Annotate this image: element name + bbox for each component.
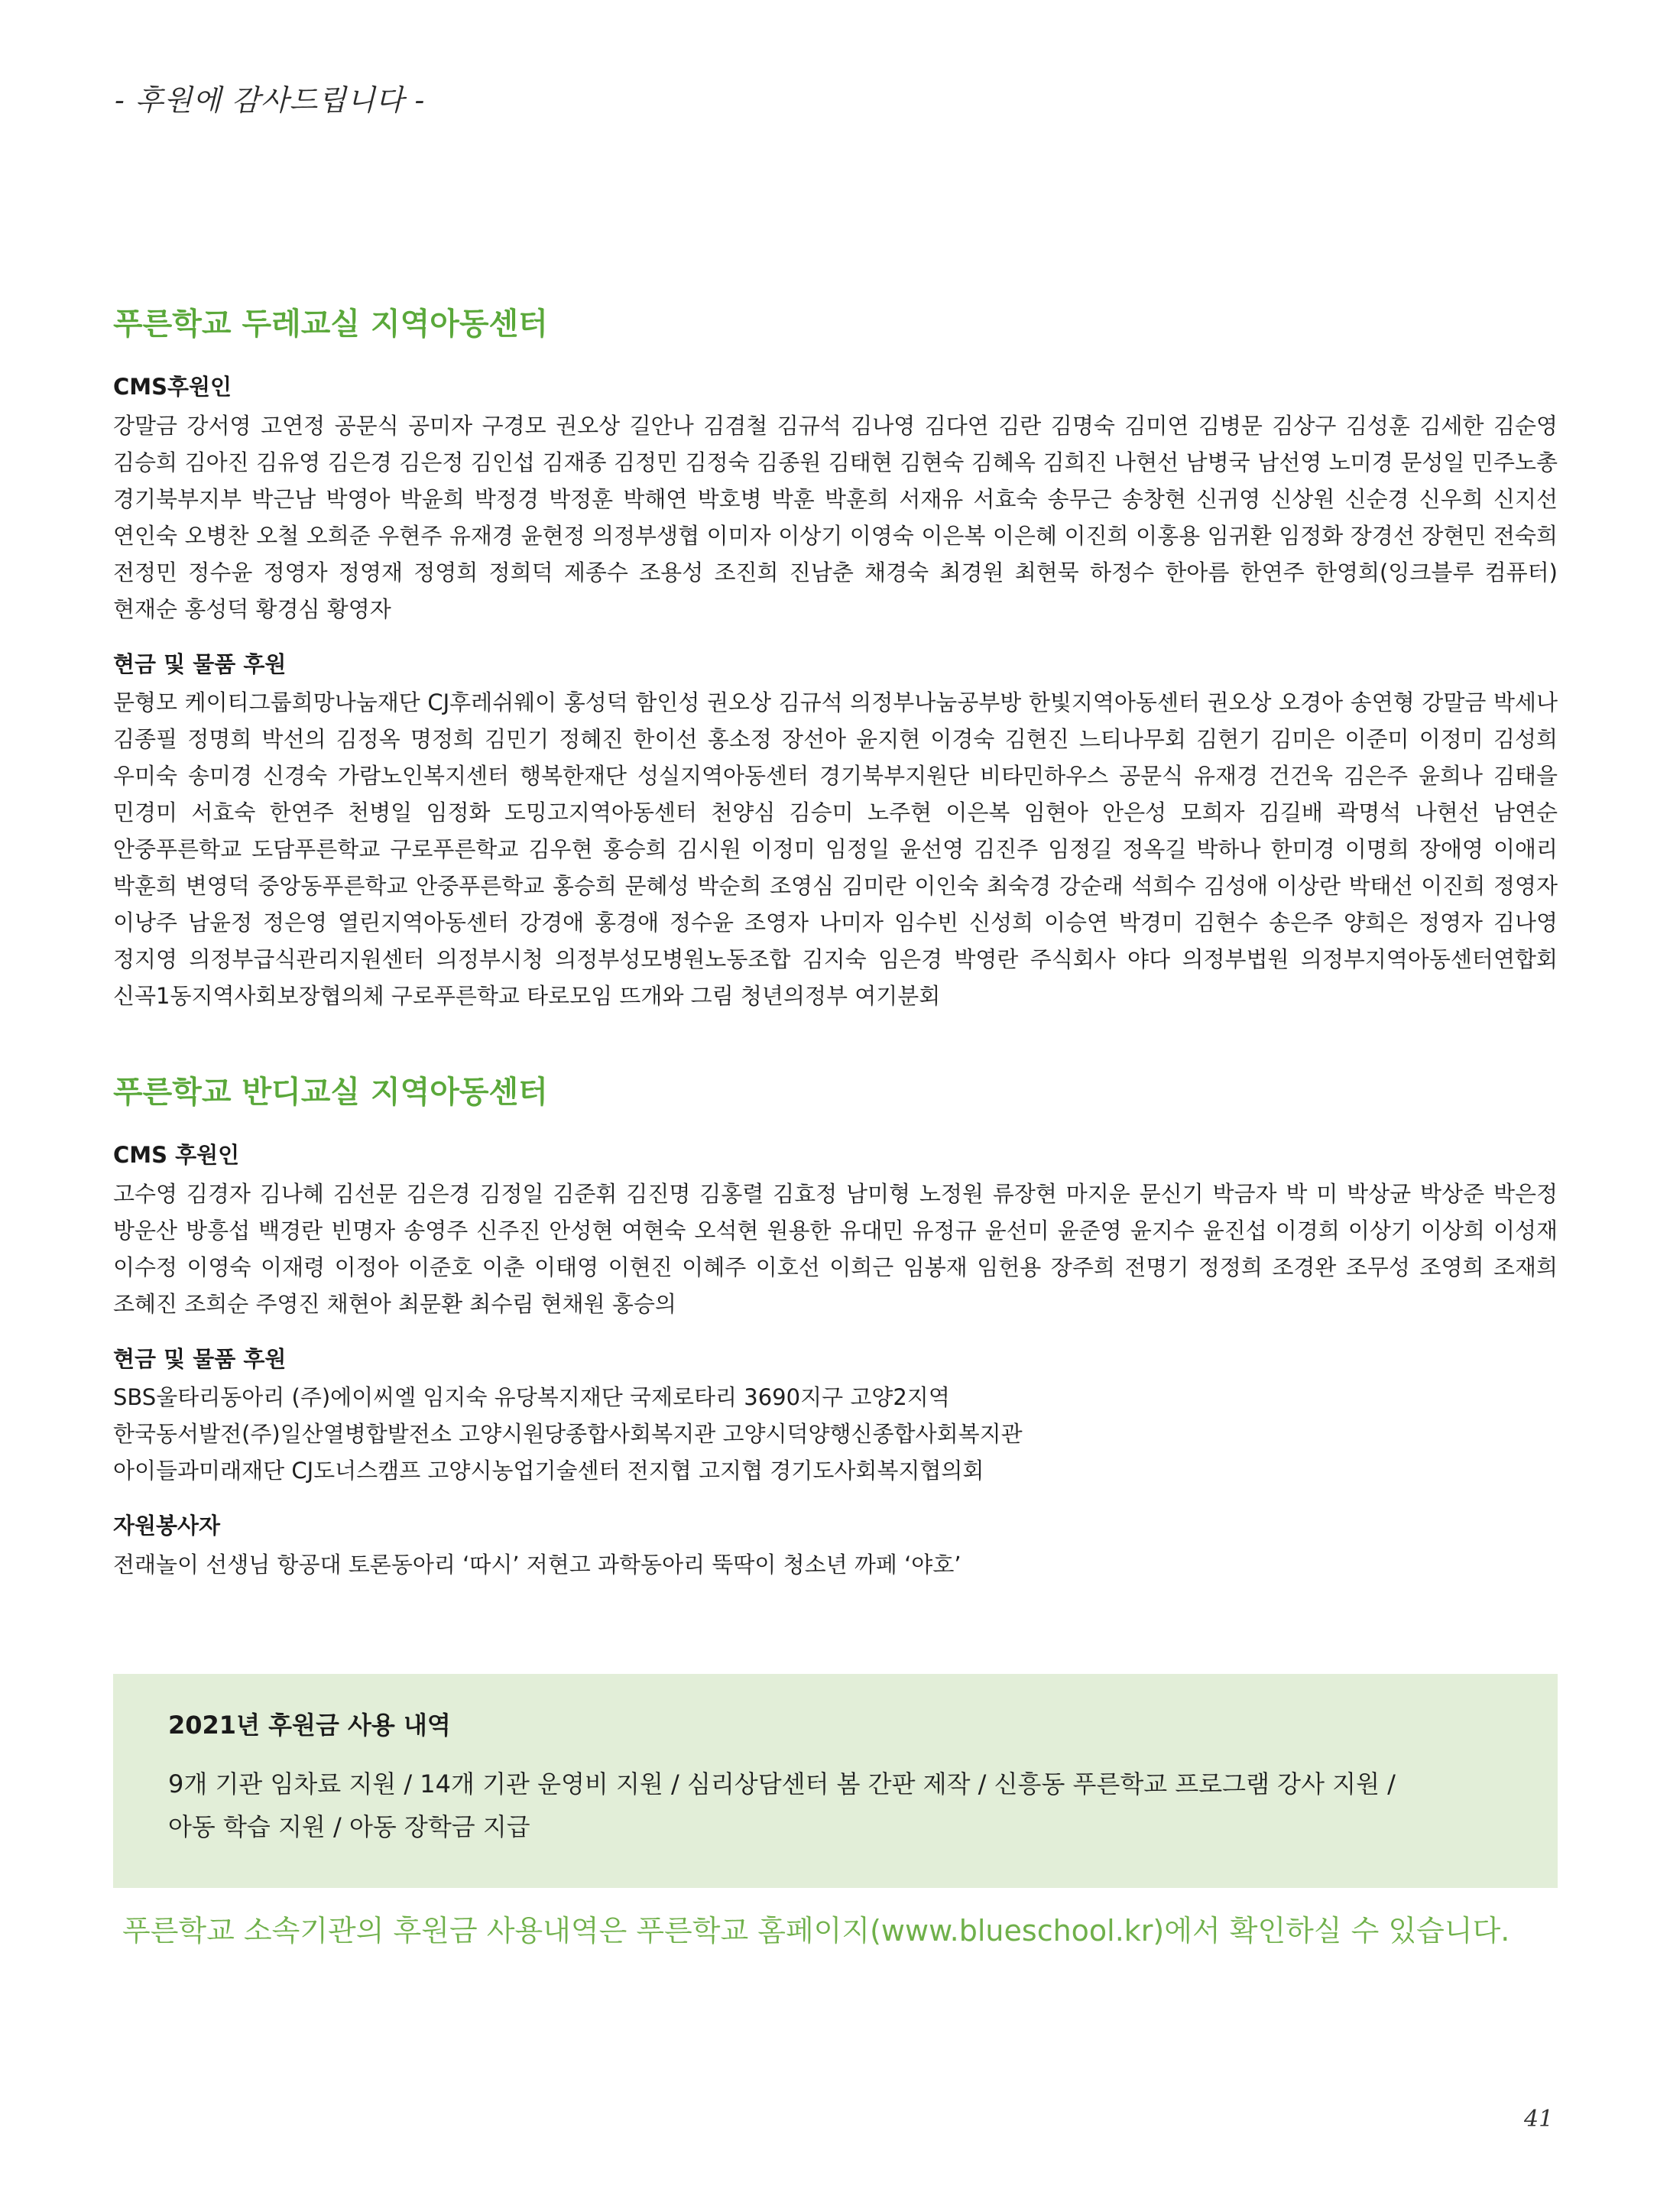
usage-line: 아동 학습 지원 / 아동 장학금 지급 xyxy=(168,1812,530,1841)
page-number: 41 xyxy=(1524,2106,1554,2133)
group-heading: 현금 및 물품 후원 xyxy=(113,1345,287,1372)
group-heading: CMS후원인 xyxy=(113,374,232,400)
usage-title: 2021년 후원금 사용 내역 xyxy=(168,1711,451,1740)
donation-usage-box xyxy=(113,1674,1558,1888)
group-heading: 현금 및 물품 후원 xyxy=(113,650,287,677)
header-thanks-note: - 후원에 감사드립니다 - xyxy=(115,83,426,117)
section-title: 푸른학교 반디교실 지역아동센터 xyxy=(113,1075,548,1110)
usage-details xyxy=(168,1763,1503,1848)
donor-group-cash-goods xyxy=(113,1344,1558,1490)
donor-line: SBS울타리동아리 (주)에이씨엘 임지숙 유당복지재단 국제로타리 3690지구 고양2지역 xyxy=(113,1384,950,1411)
donor-line: 한국동서발전(주)일산열병합발전소 고양시원당종합사회복지관 고양시덕양행신종합사회복지관 xyxy=(113,1421,1023,1448)
volunteer-line: 전래놀이 선생님 항공대 토론동아리 ‘따시’ 저현고 과학동아리 뚝딱이 청소년 까페 ‘야호’ xyxy=(113,1551,961,1578)
volunteer-group xyxy=(113,1510,1558,1583)
donor-line: 아이들과미래재단 CJ도너스캠프 고양시농업기술센터 전지협 고지협 경기도사회복지협의회 xyxy=(113,1458,984,1484)
section-title: 푸른학교 두레교실 지역아동센터 xyxy=(113,307,548,342)
group-heading: CMS 후원인 xyxy=(113,1142,240,1168)
section-durae xyxy=(113,306,1558,1036)
donor-list: 고수영 김경자 김나혜 김선문 김은경 김정일 김준휘 김진명 김홍렬 김효정 남미형 노정원 류장현 마지운 문신기 박금자 박 미 박상균 박상준 박은정 방운산 방흥섭 백경란 빈명자 송영주 신주진 안성현 여현숙 오석현 원용한 유대민 유정규 윤선미 윤준영 윤지수 윤진섭 이경희 이상기 이상희 이성재 이수정 이영숙 이재령 이정아 이준호 이춘 이태영 이현진 이혜주 이호선 이희근 임봉재 임헌용 장주희 전명기 정정희 조경완 조무성 조영희 조재희 조혜진 조희순 주영진 채현아 최문환 최수림 현채원 홍승의 xyxy=(113,1180,1558,1317)
volunteer-lines xyxy=(113,1546,1558,1583)
group-heading: 자원봉사자 xyxy=(113,1513,221,1539)
donor-list: 강말금 강서영 고연정 공문식 공미자 구경모 권오상 길안나 김겸철 김규석 김나영 김다연 김란 김명숙 김미연 김병문 김상구 김성훈 김세한 김순영 김승희 김아진 김유영 김은경 김은정 김인섭 김재종 김정민 김정숙 김종원 김태현 김현숙 김혜옥 김희진 나현선 남병국 남선영 노미경 문성일 민주노총 경기북부지부 박근남 박영아 박윤희 박정경 박정훈 박해연 박호병 박훈 박훈희 서재유 서효숙 송무근 송창현 신귀영 신상원 신순경 신우희 신지선 연인숙 오병찬 오철 오희준 우현주 유재경 윤현정 의정부생협 이미자 이상기 이영숙 이은복 이은혜 이진희 이홍용 임귀환 임정화 장경선 장현민 전숙희 전정민 정수윤 정영자 정영재 정영희 정희덕 제종수 조용성 조진희 진남춘 채경숙 최경원 최현묵 하정수 한아름 한연주 한영희(잉크블루 컴퓨터) 현재순 홍성덕 황경심 황영자 xyxy=(113,412,1558,622)
donor-group-cash-goods xyxy=(113,649,1558,1015)
donor-list: 문형모 케이티그룹희망나눔재단 CJ후레쉬웨이 홍성덕 함인성 권오상 김규석 의정부나눔공부방 한빛지역아동센터 권오상 오경아 송연형 강말금 박세나 김종필 정명희 박선의 김정옥 명정희 김민기 정혜진 한이선 홍소정 장선아 윤지현 이경숙 김현진 느티나무회 김현기 김미은 이준미 이정미 김성희 우미숙 송미경 신경숙 가람노인복지센터 행복한재단 성실지역아동센터 경기북부지원단 비타민하우스 공문식 유재경 건건욱 김은주 윤희나 김태을 민경미 서효숙 한연주 천병일 임정화 도밍고지역아동센터 천양심 김승미 노주현 이은복 임현아 안은성 모희자 김길배 곽명석 나현선 남연순 안중푸른학교 도담푸른학교 구로푸른학교 김우현 홍승희 김시원 이정미 임정일 윤선영 김진주 임정길 정옥길 박하나 한미경 이명희 장애영 이애리 박훈희 변영덕 중앙동푸른학교 안중푸른학교 홍승희 문혜성 박순희 조영심 김미란 이인숙 최숙경 강순래 석희수 김성애 이상란 박태선 이진희 정영자 이낭주 남윤정 정은영 열린지역아동센터 강경애 홍경애 정수윤 조영자 나미자 임수빈 신성희 이승연 박경미 김현수 송은주 양희은 정영자 김나영 정지영 의정부급식관리지원센터 의정부시청 의정부성모병원노동조합 김지숙 임은경 박영란 주식회사 야다 의정부법원 의정부지역아동센터연합회 신곡1동지역사회보장협의체 구로푸른학교 타로모임 뜨개와 그림 청년의정부 여기분회 xyxy=(113,689,1558,1010)
donor-lines xyxy=(113,1379,1558,1489)
donor-group-cms xyxy=(113,371,1558,628)
homepage-notice: 푸른학교 소속기관의 후원금 사용내역은 푸른학교 홈페이지(www.blueschool.kr)에서 확인하실 수 있습니다. xyxy=(122,1914,1510,1948)
donor-group-cms xyxy=(113,1140,1558,1322)
usage-line: 9개 기관 임차료 지원 / 14개 기관 운영비 지원 / 심리상담센터 봄 간판 제작 / 신흥동 푸른학교 프로그램 강사 지원 / xyxy=(168,1769,1396,1798)
section-bandi xyxy=(113,1074,1558,1604)
